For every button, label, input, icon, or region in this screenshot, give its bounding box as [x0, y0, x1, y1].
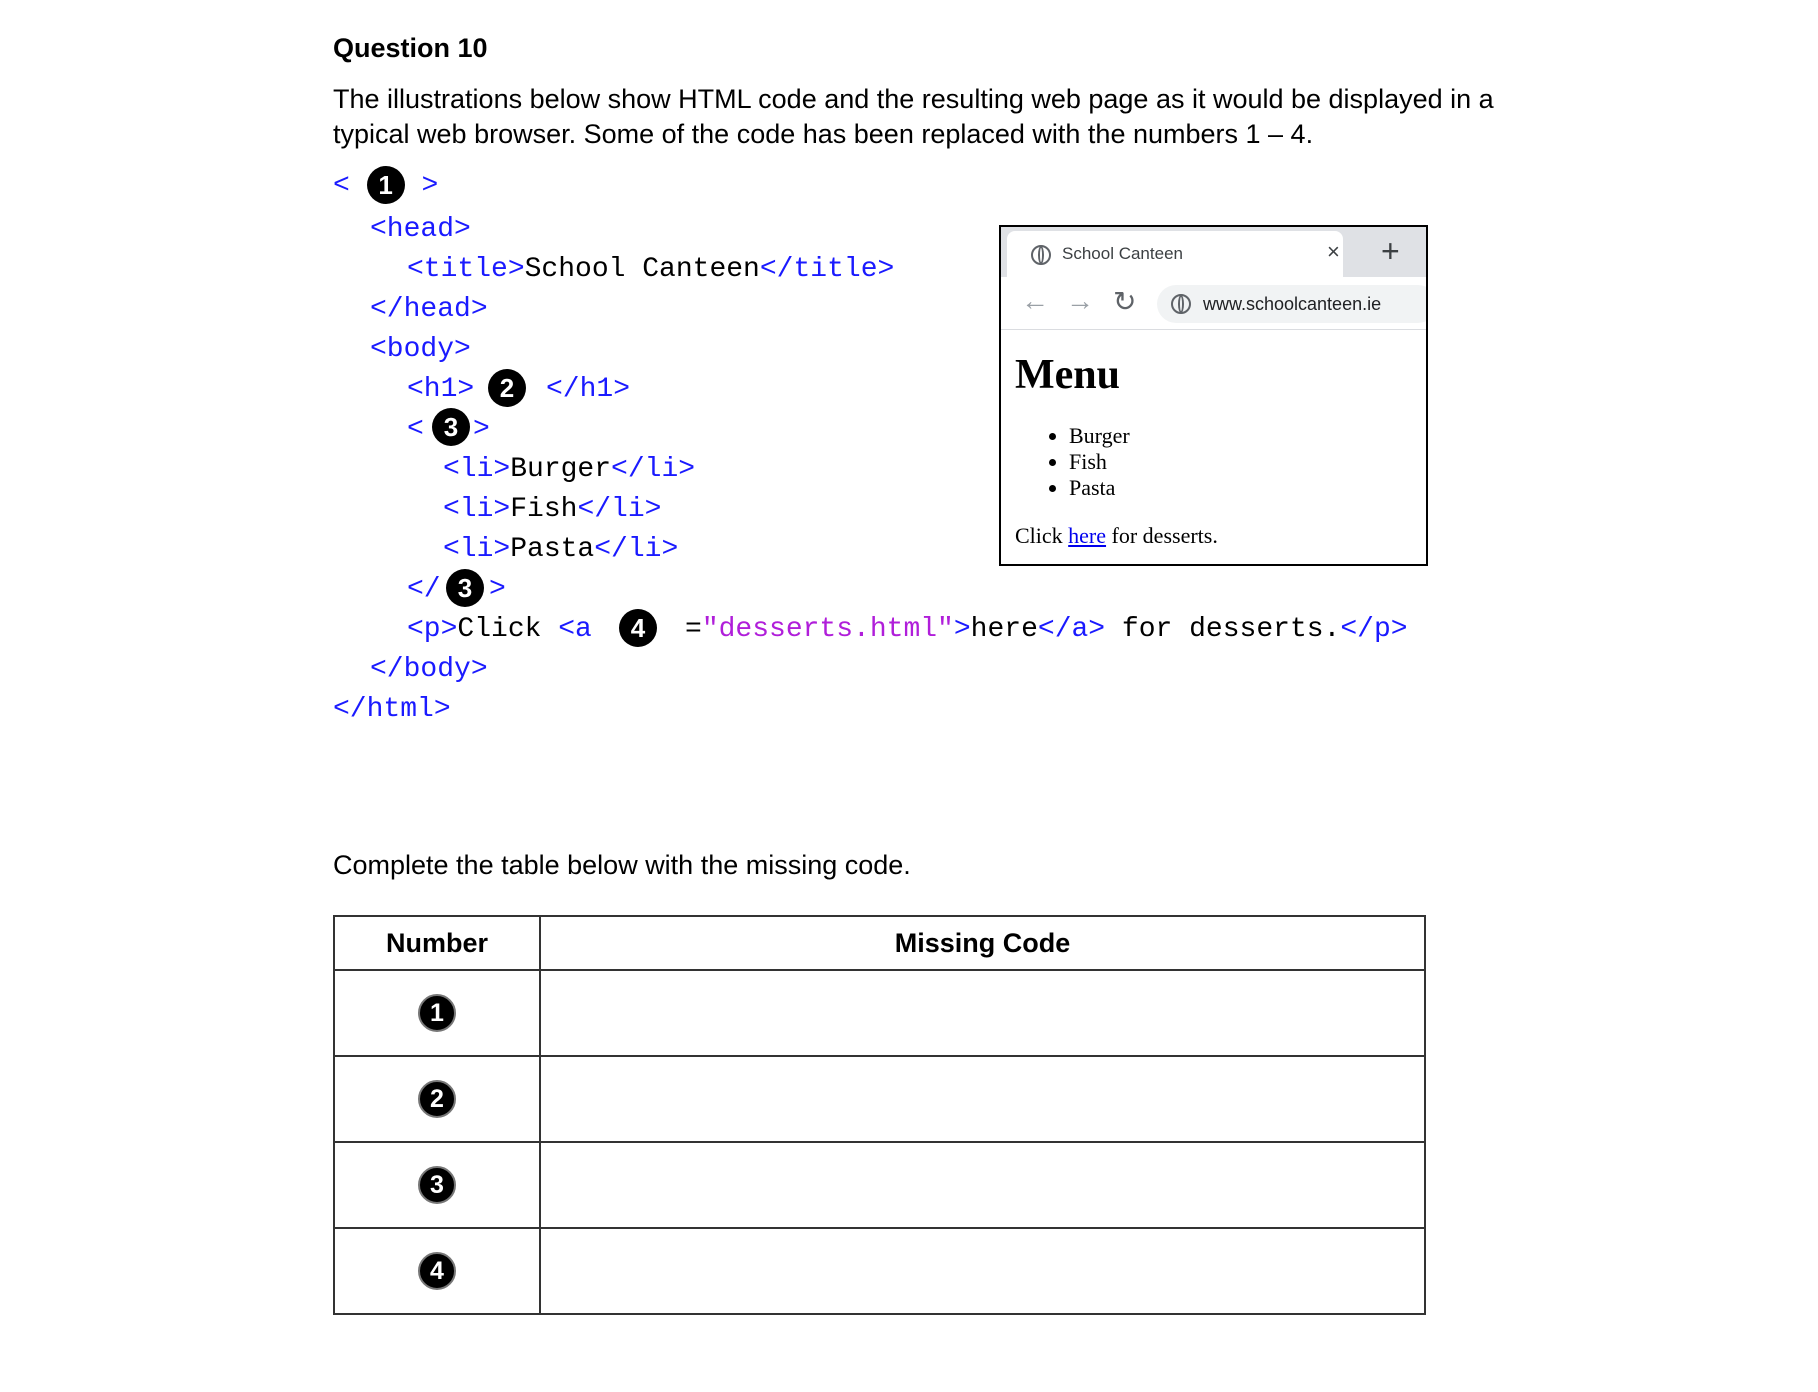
code-line-title	[407, 250, 894, 290]
code-html-close: </html>	[333, 694, 451, 725]
back-arrow-icon[interactable]: ←	[1021, 285, 1049, 316]
missing-code-cell[interactable]	[540, 1142, 1425, 1228]
code-line-li-3	[443, 530, 678, 570]
marker-1: 1	[367, 166, 405, 204]
code-line-body-close	[370, 650, 488, 690]
code-lt: <	[333, 170, 350, 202]
marker-3: 3	[418, 1166, 456, 1204]
code-p-close: </p>	[1340, 614, 1408, 645]
reload-icon[interactable]: ↻	[1113, 286, 1137, 317]
code-line-li-2	[443, 490, 661, 530]
code-eq: =	[685, 614, 702, 645]
table-row	[334, 1056, 1425, 1142]
code-href-value: "desserts.html"	[701, 614, 954, 645]
code-li-text: Pasta	[510, 534, 595, 565]
menu-list	[1015, 423, 1130, 501]
code-line-p-end	[685, 610, 1408, 650]
code-a-close: </a>	[1037, 614, 1106, 645]
marker-3-close: 3	[446, 569, 484, 607]
table-row	[334, 970, 1425, 1056]
browser-toolbar	[1001, 277, 1426, 330]
table-row	[334, 1142, 1425, 1228]
code-line-head-open	[370, 210, 471, 250]
para-after: for desserts.	[1106, 523, 1218, 548]
code-title-open: <title>	[407, 254, 525, 285]
table-row	[334, 1228, 1425, 1314]
code-title-text: School Canteen	[524, 254, 760, 285]
code-li-close: </li>	[611, 454, 696, 485]
row-number-cell	[334, 970, 540, 1056]
marker-4: 4	[619, 609, 657, 647]
code-line-html-open	[333, 166, 438, 206]
list-item: • Burger	[1069, 423, 1130, 449]
new-tab-icon[interactable]: +	[1381, 233, 1400, 269]
code-list-lt: <	[407, 414, 424, 445]
code-line-list-open-gt	[473, 410, 490, 450]
code-head-open: <head>	[370, 214, 471, 245]
marker-2: 2	[488, 369, 526, 407]
code-li-open: <li>	[443, 534, 511, 565]
code-line-h1	[407, 370, 474, 410]
code-gt: >	[421, 170, 439, 202]
code-body-open: <body>	[370, 334, 471, 365]
code-h1-close: </h1>	[546, 374, 631, 405]
close-tab-icon[interactable]: ×	[1327, 239, 1340, 264]
list-item: • Fish	[1069, 449, 1130, 475]
missing-code-cell[interactable]	[540, 1228, 1425, 1314]
code-head-close: </head>	[370, 294, 488, 325]
code-list-gt: >	[473, 414, 490, 445]
globe-icon	[1031, 245, 1051, 265]
code-line-p-start	[407, 610, 609, 650]
tab-strip	[1001, 227, 1426, 277]
code-link-text: here	[970, 614, 1038, 645]
question-title: Question 10	[333, 33, 488, 63]
code-line-head-close	[370, 290, 488, 330]
code-line-html-close	[333, 690, 451, 730]
code-p-open: <p>	[407, 614, 458, 645]
browser-tab[interactable]	[1007, 231, 1343, 277]
code-line-list-close	[407, 570, 441, 610]
code-line-list-open	[407, 410, 424, 450]
code-line-h1-close	[546, 370, 630, 410]
code-body-close: </body>	[370, 654, 488, 685]
code-p-click: Click	[457, 614, 559, 645]
marker-3: 3	[432, 408, 470, 446]
tab-title: School Canteen	[1062, 244, 1183, 263]
code-li-close: </li>	[577, 494, 662, 525]
code-line-body-open	[370, 330, 471, 370]
code-h1-open: <h1>	[407, 374, 475, 405]
list-item: • Pasta	[1069, 475, 1130, 501]
address-bar[interactable]	[1157, 285, 1428, 323]
row-number-cell	[334, 1056, 540, 1142]
code-list-close-lt: </	[407, 574, 441, 605]
forward-arrow-icon[interactable]: →	[1066, 285, 1094, 316]
page-heading: Menu	[1015, 352, 1120, 398]
code-li-text: Burger	[510, 454, 612, 485]
row-number-cell	[334, 1142, 540, 1228]
missing-code-cell[interactable]	[540, 970, 1425, 1056]
code-p-rest: for desserts.	[1105, 614, 1341, 645]
para-before: Click	[1015, 523, 1069, 548]
row-number-cell	[334, 1228, 540, 1314]
table-header-row	[334, 916, 1425, 970]
question-intro: The illustrations below show HTML code and the resulting web page as it would be displayed in a typical web browser. Some of the code has been replaced with the numbers 1 – 4.	[333, 84, 1494, 149]
code-li-text: Fish	[510, 494, 578, 525]
header-number: Number	[334, 916, 540, 970]
address-url: www.schoolcanteen.ie	[1203, 294, 1382, 314]
desserts-link[interactable]: here	[1068, 523, 1107, 548]
marker-2: 2	[418, 1080, 456, 1118]
code-list-close-gt: >	[489, 574, 506, 605]
page-paragraph	[1015, 523, 1218, 549]
code-li-close: </li>	[594, 534, 679, 565]
browser-window	[999, 225, 1428, 566]
missing-code-cell[interactable]	[540, 1056, 1425, 1142]
code-title-close: </title>	[759, 254, 895, 285]
globe-icon	[1171, 294, 1191, 314]
code-li-open: <li>	[443, 494, 511, 525]
code-a-gt: >	[953, 614, 971, 645]
marker-4: 4	[418, 1252, 456, 1290]
header-missing-code: Missing Code	[540, 916, 1425, 970]
code-line-li-1	[443, 450, 695, 490]
table-instruction: Complete the table below with the missing code.	[333, 850, 911, 880]
marker-1: 1	[418, 994, 456, 1032]
code-a-open: <a	[558, 614, 609, 645]
code-line-list-close-gt	[489, 570, 506, 610]
code-li-open: <li>	[443, 454, 511, 485]
answer-table	[333, 915, 1426, 1315]
